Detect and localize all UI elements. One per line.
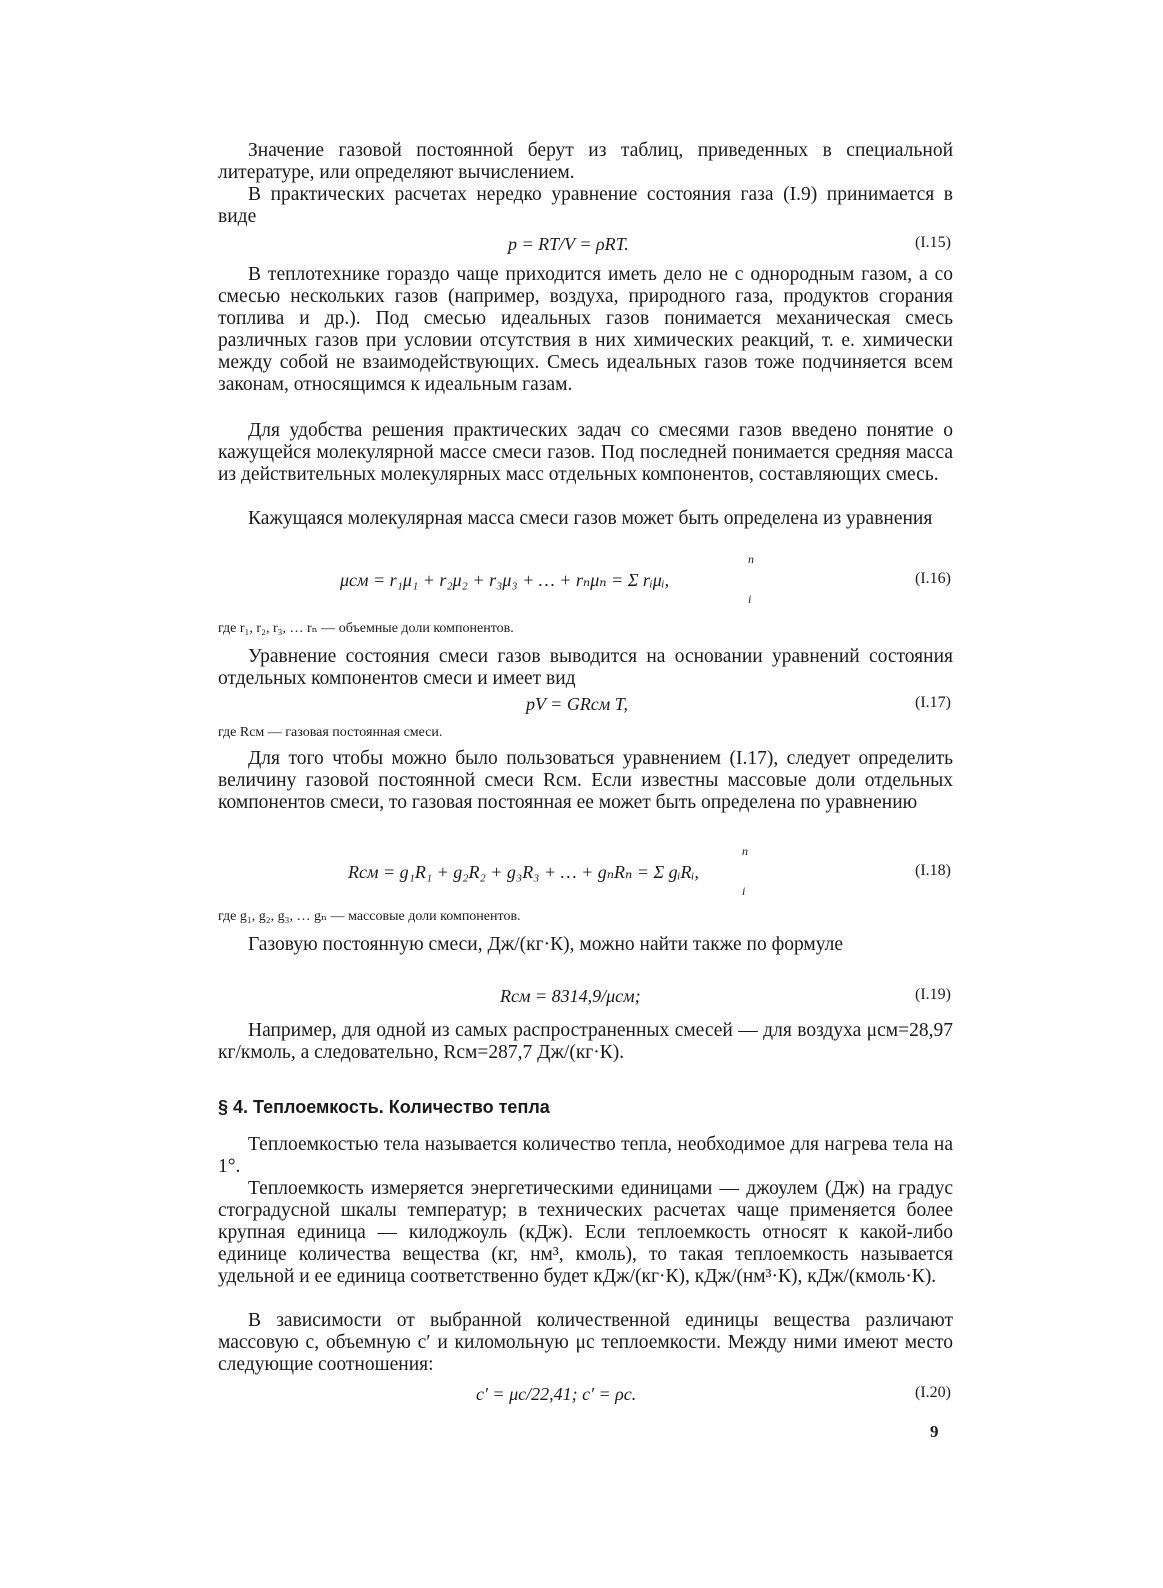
equation-number: (I.19) <box>915 986 951 1003</box>
equation-number: (I.15) <box>915 234 951 251</box>
paragraph-gas-mixture: В теплотехнике гораздо чаще приходится иметь дело не с однородным газом, а со смесью нескольких газов (например, воздуха, природного газа, продуктов сгорания топлива и др.). Под смесью идеальных газов понимается механическая смесь различных газов при условии отсутствия в них химических реакций, т. е. химически между собой не взаимодействующих. Смесь идеальных газов тоже подчиняется всем законам, относящимся к идеальным газам. <box>218 264 953 395</box>
sum-upper-limit: n <box>742 844 748 858</box>
equation-expression: μсм = r₁μ₁ + r₂μ₂ + r₃μ₃ + … + rₙμₙ = Σ rᵢμᵢ, <box>340 570 670 590</box>
equation-expression: pV = GRсм T, <box>526 694 628 714</box>
paragraph-mixture-constant: Для того чтобы можно было пользоваться уравнением (I.17), следует определить величину газовой постоянной смеси Rсм. Если известны массовые доли отдельных компонентов смеси, то газовая постоянная ее может быть определена по уравнению <box>218 748 953 813</box>
equation-expression: c′ = μc/22,41; c′ = ρc. <box>476 1384 637 1404</box>
paragraph-molecular-mass: Для удобства решения практических задач со смесями газов введено понятие о кажущейся молекулярной массе смеси газов. Под последней понимается средняя масса из действительных молекулярных масс отдельных компонентов, составляющих смесь. <box>218 420 953 485</box>
equation-expression: p = RT/V = ρRT. <box>508 234 629 254</box>
equation-1-18 <box>218 844 953 898</box>
equation-1-16 <box>218 552 953 606</box>
paragraph-constant-formula: Газовую постоянную смеси, Дж/(кг·К), можно найти также по формуле <box>248 934 844 955</box>
paragraph-heat-capacity-kinds: В зависимости от выбранной количественной единицы вещества различают массовую c, объемную c′ и киломольную μc теплоемкости. Между ними имеют место следующие соотношения: <box>218 1310 953 1375</box>
footnote-mixture-constant: где Rсм — газовая постоянная смеси. <box>218 725 443 740</box>
sum-lower-limit: i <box>748 592 752 606</box>
equation-1-19 <box>218 986 953 1012</box>
page-number: 9 <box>930 1422 939 1441</box>
paragraph-heat-capacity-units: Теплоемкость измеряется энергетическими единицами — джоулем (Дж) на градус стоградусной шкалы температур; в технических расчетах чаще применяется более крупная единица — килоджоуль (кДж). Если теплоемкость относят к какой-либо единице количества вещества (кг, нм³, кмоль), то такая теплоемкость называется удельной и ее единица соответственно будет кДж/(кг·К), кДж/(нм³·К), кДж/(кмоль·К). <box>218 1178 953 1287</box>
paragraph-heat-capacity-definition: Теплоемкостью тела называется количество тепла, необходимое для нагрева тела на 1°. <box>218 1134 953 1177</box>
paragraph-gas-constant: Значение газовой постоянной берут из таблиц, приведенных в специальной литературе, или определяют вычислением. <box>218 140 953 183</box>
equation-number: (I.16) <box>915 570 951 587</box>
equation-number: (I.17) <box>915 694 951 711</box>
equation-number: (I.18) <box>915 862 951 879</box>
paragraph-state-equation: В практических расчетах нередко уравнение состояния газа (I.9) принимается в виде <box>218 184 953 227</box>
paragraph-mixture-state: Уравнение состояния смеси газов выводится на основании уравнений состояния отдельных компонентов смеси и имеет вид <box>218 646 953 689</box>
footnote-volume-fractions: где r₁, r₂, r₃, … rₙ — объемные доли компонентов. <box>218 621 514 636</box>
section-heading: § 4. Теплоемкость. Количество тепла <box>218 1097 550 1117</box>
sum-lower-limit: i <box>742 884 746 898</box>
sum-upper-limit: n <box>748 552 754 566</box>
equation-expression: Rсм = g₁R₁ + g₂R₂ + g₃R₃ + … + gₙRₙ = Σ gᵢRᵢ, <box>348 862 699 882</box>
equation-1-15 <box>218 234 953 260</box>
footnote-mass-fractions: где g₁, g₂, g₃, … gₙ — массовые доли компонентов. <box>218 909 521 924</box>
paragraph-air-example: Например, для одной из самых распространенных смесей — для воздуха μсм=28,97 кг/кмоль, а следовательно, Rсм=287,7 Дж/(кг·К). <box>218 1020 953 1063</box>
equation-expression: Rсм = 8314,9/μсм; <box>500 986 641 1006</box>
paragraph-apparent-mass: Кажущаяся молекулярная масса смеси газов может быть определена из уравнения <box>248 508 933 529</box>
equation-1-17 <box>218 694 953 720</box>
equation-1-20 <box>218 1384 953 1410</box>
equation-number: (I.20) <box>915 1384 951 1401</box>
